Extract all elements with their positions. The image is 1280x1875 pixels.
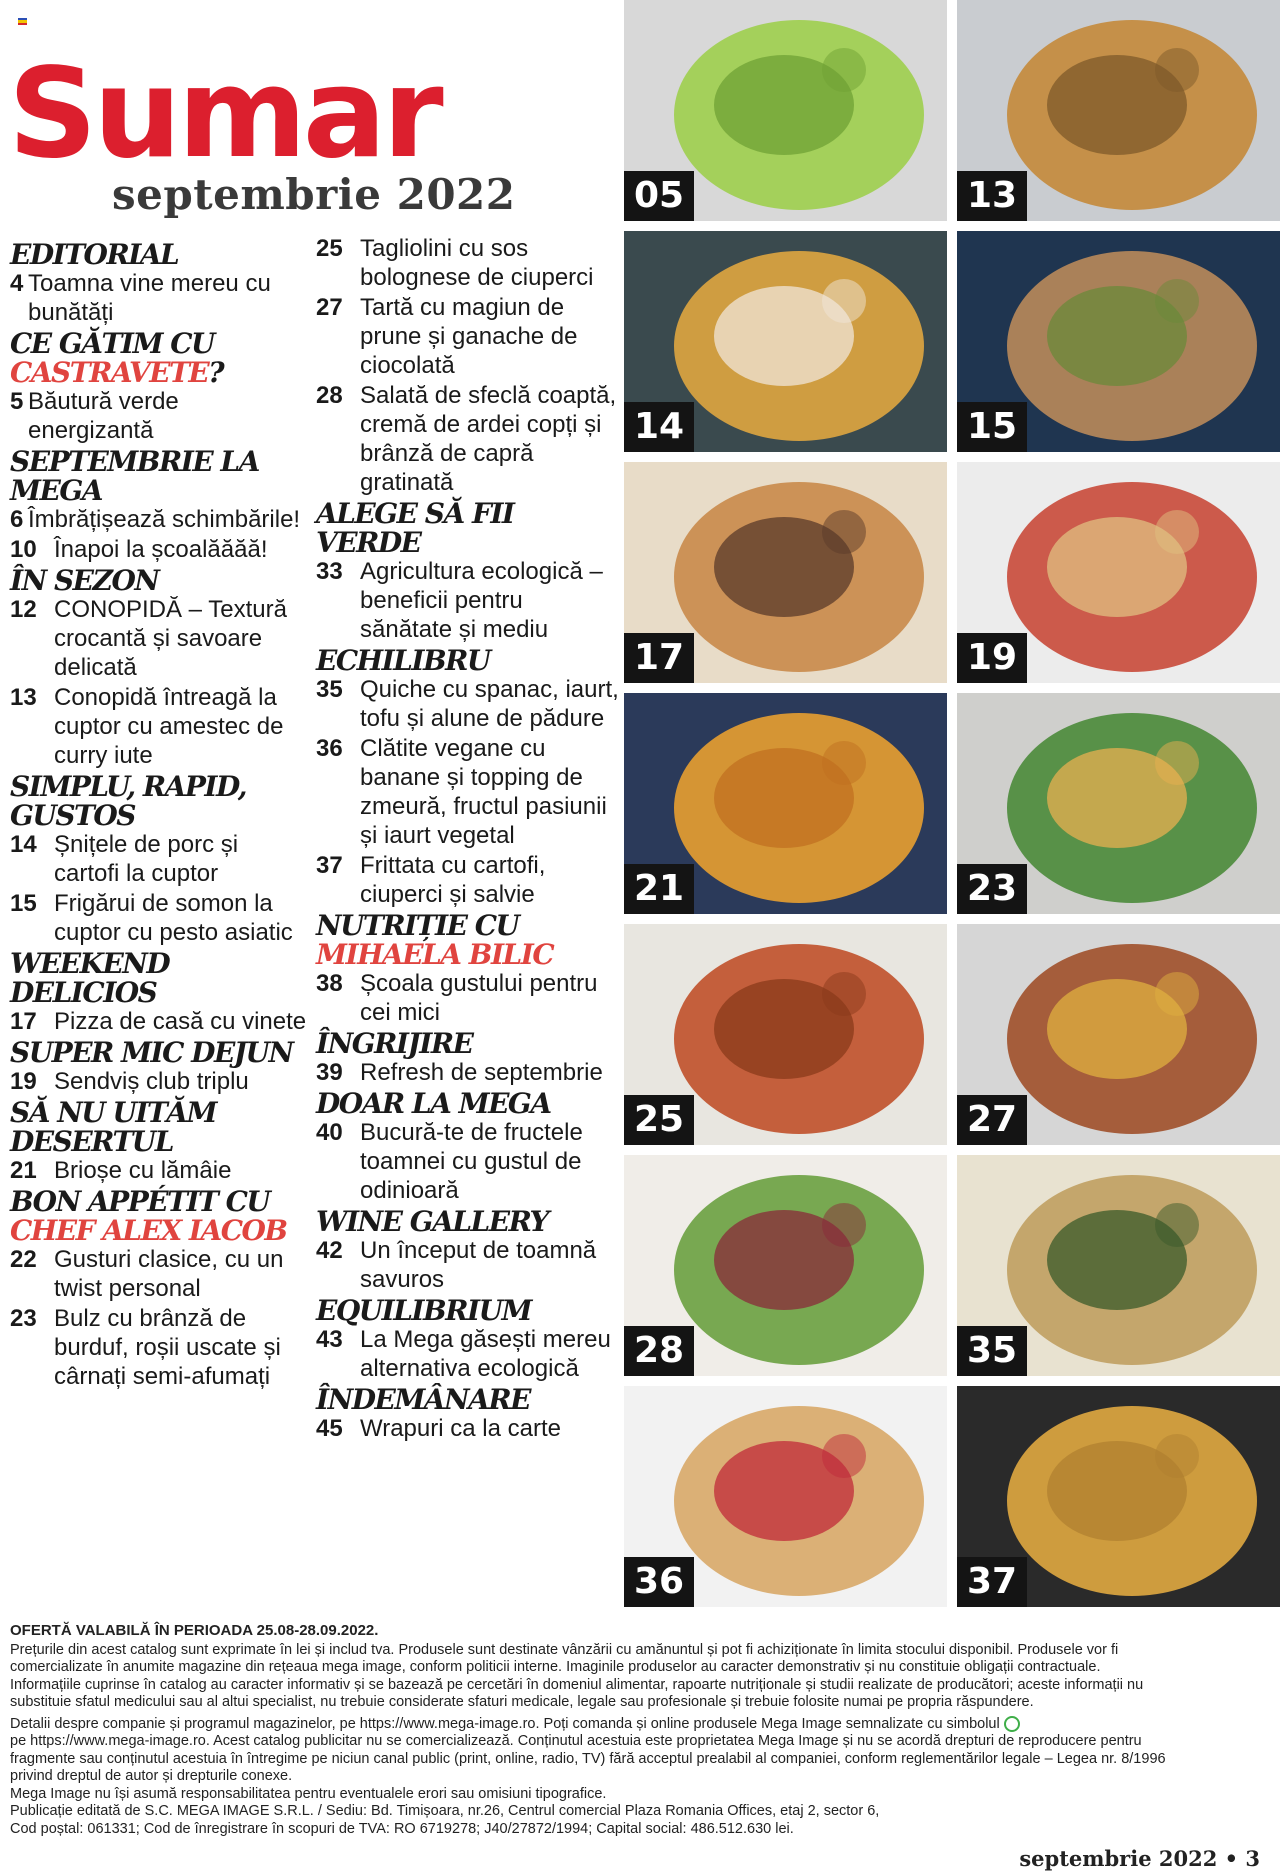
toc-entry[interactable] [10,505,310,534]
entry-title: Wrapuri ca la carte [360,1415,561,1442]
photo-tile[interactable] [624,231,947,452]
toc-entry[interactable] [316,851,620,909]
entry-title: Bucură-te de fructele toamnei cu gustul de odinioară [360,1119,583,1204]
photo-tile[interactable] [957,1155,1280,1376]
legal-paragraph: Prețurile din acest catalog sunt exprimate în lei și includ tva. Produsele sunt destinate vânzării cu amănuntul și pot fi achiziționate în limita stocului disponibil. Produsele vor fi comercializate în anumite magazine din rețeaua mega image, conform politicii interne. Imaginile produselor au caracter demonstrativ și nu constituie obligații contractuale. Informațiile cuprinse în catalog au caracter informativ și se bazează pe cercetări în domeniul alimentar, rapoarte nutriționale și studii realizate de producători; aceste informații nu substituie sfatul medicului sau al altui specialist, nu trebuie considerate sfaturi medicale, legale sau profesionale și trebuie folosite numai pe propria răspundere. [10,1641,1144,1710]
section-heading: NUTRIȚIE CU MIHAELA BILIC [316,909,554,971]
page-number: 23 [10,1305,37,1332]
toc-entry[interactable] [10,269,310,327]
registration-info: Cod poștal: 061331; Cod de înregistrare în scopuri de TVA: RO 6719278; J40/27872/1994; Capital social: 486.512.630 lei. [10,1820,794,1837]
toc-entry[interactable] [10,683,310,770]
page-number: 39 [316,1059,343,1086]
photo-page-number: 17 [624,633,694,683]
photo-page-number: 19 [957,633,1027,683]
section-heading: ECHILIBRU [316,644,490,677]
eco-leaf-icon [1004,1716,1020,1732]
toc-entry[interactable] [10,595,310,682]
toc-entry[interactable] [316,675,620,733]
publisher-info: Publicație editată de S.C. MEGA IMAGE S.R.L. / Sediu: Bd. Timișoara, nr.26, Centrul comercial Plaza Romania Offices, etaj 2, sector 6, [10,1803,880,1819]
photo-tile[interactable] [624,462,947,683]
toc-entry[interactable] [316,557,620,644]
section-heading: DOAR LA MEGA [316,1087,551,1120]
toc-entry[interactable] [316,1236,620,1294]
photo-page-number: 23 [957,864,1027,914]
entry-title: Brioșe cu lămâie [54,1157,232,1184]
photo-tile[interactable] [957,924,1280,1145]
entry-title: Refresh de septembrie [360,1059,603,1086]
photo-page-number: 35 [957,1326,1027,1376]
section-heading: CE GĂTIM CU CASTRAVETE? [10,327,224,389]
photo-page-number: 36 [624,1557,694,1607]
entry-title: Frittata cu cartofi, ciuperci și salvie [360,852,546,908]
photo-tile[interactable] [957,693,1280,914]
toc-entry[interactable] [316,1414,620,1443]
photo-page-number: 05 [624,171,694,221]
page-number: 10 [10,536,37,563]
page-number: 19 [10,1068,37,1095]
photo-page-number: 14 [624,402,694,452]
company-details: Detalii despre companie și programul magazinelor, pe https://www.mega-image.ro. Poți comanda și online produsele Mega Image semnalizate cu simbolul [10,1715,1000,1732]
entry-title: Înapoi la școalăăăă! [54,536,268,563]
toc-entry[interactable] [10,830,310,888]
toc-entry[interactable] [316,293,620,380]
section-heading: ALEGE SĂ FII VERDE [316,497,514,559]
page-number: 15 [10,890,37,917]
page-footer-label: septembrie 2022 • 3 [1019,1846,1260,1871]
entry-title: Frigărui de somon la cuptor cu pesto asiatic [54,890,293,946]
section-heading: WINE GALLERY [316,1205,548,1238]
page-title: Sumar [8,42,440,186]
entry-title: Gusturi clasice, cu un twist personal [54,1246,284,1302]
entry-title: Băutură verde energizantă [28,388,179,444]
section-heading: EQUILIBRIUM [316,1294,531,1327]
page-number: 42 [316,1237,343,1264]
entry-title: Sendviș club triplu [54,1068,249,1095]
section-heading: ÎNDEMÂNARE [316,1383,530,1416]
legal-footer [10,1622,1170,1838]
toc-entry[interactable] [316,734,620,850]
toc-entry[interactable] [316,1058,620,1087]
photo-page-number: 27 [957,1095,1027,1145]
photo-tile[interactable] [957,231,1280,452]
entry-title: Salată de sfeclă coaptă, cremă de ardei copți și brânză de capră gratinată [360,382,617,496]
page-number: 22 [10,1246,37,1273]
section-heading: SIMPLU, RAPID, GUSTOS [10,770,247,832]
entry-title: Șnițele de porc și cartofi la cuptor [54,831,239,887]
entry-title: Toamna vine mereu cu bunătăți [28,270,271,326]
flag-icon [18,18,27,25]
entry-title: Un început de toamnă savuros [360,1237,597,1293]
photo-tile[interactable] [957,462,1280,683]
page-number: 13 [10,684,37,711]
errors-disclaimer: Mega Image nu își asumă responsabilitatea pentru eventualele erori sau omisiuni tipografice. [10,1785,607,1802]
contents-column-2 [316,234,620,1444]
photo-page-number: 25 [624,1095,694,1145]
page-number: 12 [10,596,37,623]
page-number: 33 [316,558,343,585]
photo-page-number: 21 [624,864,694,914]
page-number: 4 [10,270,24,297]
photo-tile[interactable] [624,0,947,221]
page-number: 40 [316,1119,343,1146]
page-number: 28 [316,382,343,409]
page-number: 25 [316,235,343,262]
toc-entry[interactable] [10,1007,310,1036]
section-heading: SĂ NU UITĂM DESERTUL [10,1096,217,1158]
photo-tile[interactable] [624,693,947,914]
section-heading: WEEKEND DELICIOS [10,947,170,1009]
page-number: 37 [316,852,343,879]
page-number: 6 [10,506,24,533]
photo-tile[interactable] [624,1386,947,1607]
contents-column-1 [10,238,310,1392]
toc-entry[interactable] [316,381,620,497]
entry-title: Clătite vegane cu banane și topping de zmeură, fructul pasiunii și iaurt vegetal [360,735,607,849]
entry-title: Quiche cu spanac, iaurt, tofu și alune de pădure [360,676,619,732]
copyright-notice: pe https://www.mega-image.ro. Acest catalog publicitar nu se comercializează. Conținutul acestuia este proprietatea Mega Image și nu se acordă drepturi de reproducere pentru fragmente sau conținutul acestuia în întregime pe niciun canal public (print, online, radio, TV) fără acceptul prealabil al companiei, conform reglementărilor legale – Legea nr. 8/1996 privind dreptul de autor și drepturile conexe. [10,1733,1166,1784]
page-number: 27 [316,294,343,321]
page-number: 5 [10,388,24,415]
toc-entry[interactable] [10,1245,310,1303]
page-number: 43 [316,1326,343,1353]
page-number: 36 [316,735,343,762]
page-number: 35 [316,676,343,703]
toc-entry[interactable] [316,1118,620,1205]
entry-title: CONOPIDĂ – Textură crocantă și savoare delicată [54,596,287,681]
entry-title: Bulz cu brânză de burduf, roșii uscate și cârnați semi-afumați [54,1305,281,1390]
photo-tile[interactable] [957,1386,1280,1607]
section-heading: EDITORIAL [10,238,179,271]
toc-entry[interactable] [10,387,310,445]
entry-title: La Mega găsești mereu alternativa ecologică [360,1326,611,1382]
toc-entry[interactable] [10,1304,310,1391]
photo-page-number: 15 [957,402,1027,452]
toc-entry[interactable] [10,889,310,947]
photo-tile[interactable] [957,0,1280,221]
page-number: 21 [10,1157,37,1184]
entry-title: Pizza de casă cu vinete [54,1008,307,1035]
section-heading: ÎNGRIJIRE [316,1027,473,1060]
page-subtitle: septembrie 2022 [112,170,516,219]
section-heading: ÎN SEZON [10,564,159,597]
photo-tile[interactable] [624,1155,947,1376]
toc-entry[interactable] [316,1325,620,1383]
page-number: 38 [316,970,343,997]
entry-title: Școala gustului pentru cei mici [360,970,598,1026]
photo-page-number: 13 [957,171,1027,221]
toc-entry[interactable] [10,1156,310,1185]
photo-tile[interactable] [624,924,947,1145]
entry-title: Tagliolini cu sos bolognese de ciuperci [360,235,594,291]
offer-validity: OFERTĂ VALABILĂ ÎN PERIOADA 25.08-28.09.2022. [10,1622,379,1639]
photo-page-number: 37 [957,1557,1027,1607]
page-number: 45 [316,1415,343,1442]
toc-entry[interactable] [10,1067,310,1096]
section-heading: BON APPÉTIT CU CHEF ALEX IACOB [10,1185,287,1247]
section-heading: SEPTEMBRIE LA MEGA [10,445,259,507]
entry-title: Tartă cu magiun de prune și ganache de ciocolată [360,294,578,379]
entry-title: Îmbrățișează schimbările! [28,506,301,533]
page-number: 17 [10,1008,37,1035]
entry-title: Conopidă întreagă la cuptor cu amestec de curry iute [54,684,284,769]
toc-entry[interactable] [316,969,620,1027]
section-heading: SUPER MIC DEJUN [10,1036,293,1069]
toc-entry[interactable] [316,234,620,292]
page-number: 14 [10,831,37,858]
photo-page-number: 28 [624,1326,694,1376]
toc-entry[interactable] [10,535,310,564]
entry-title: Agricultura ecologică – beneficii pentru sănătate și mediu [360,558,603,643]
